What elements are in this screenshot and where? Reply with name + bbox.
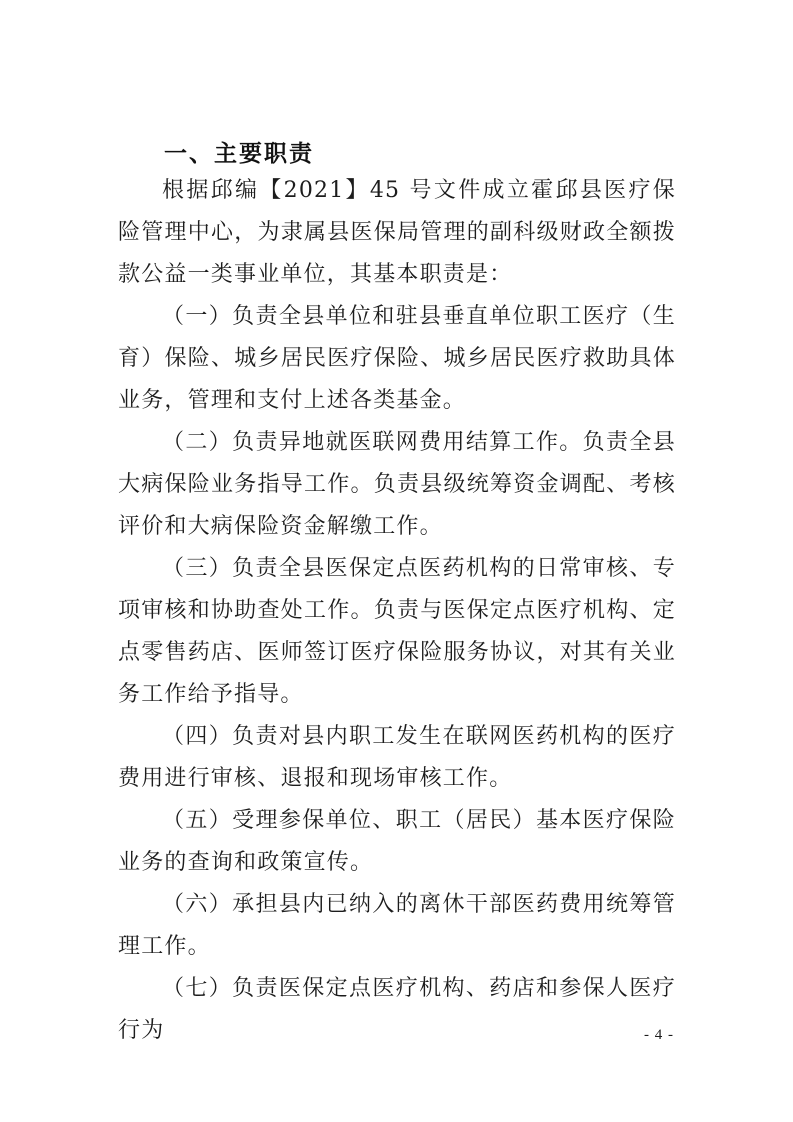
paragraph-item-6: （六）承担县内已纳入的离休干部医药费用统筹管理工作。: [118, 892, 676, 959]
paragraph-item-4: （四）负责对县内职工发生在联网医药机构的医疗费用进行审核、退报和现场审核工作。: [118, 724, 676, 791]
paragraph-item-2: （二）负责异地就医联网费用结算工作。负责全县大病保险业务指导工作。负责县级统筹资金调配、考核评价和大病保险资金解缴工作。: [118, 430, 676, 539]
paragraph-item-7: （七）负责医保定点医疗机构、药店和参保人医疗行为: [118, 976, 676, 1043]
document-body: [118, 138, 676, 1052]
paragraph-item-5: （五）受理参保单位、职工（居民）基本医疗保险业务的查询和政策宣传。: [118, 808, 676, 875]
paragraph-item-1: （一）负责全县单位和驻县垂直单位职工医疗（生育）保险、城乡居民医疗保险、城乡居民医疗救助具体业务，管理和支付上述各类基金。: [118, 304, 676, 413]
paragraph-intro: 根据邱编【2021】45 号文件成立霍邱县医疗保险管理中心，为隶属县医保局管理的副科级财政全额拨款公益一类事业单位，其基本职责是：: [118, 178, 676, 287]
paragraph-item-3: （三）负责全县医保定点医药机构的日常审核、专项审核和协助查处工作。负责与医保定点医疗机构、定点零售药店、医师签订医疗保险服务协议，对其有关业务工作给予指导。: [118, 556, 676, 707]
section-heading: 一、主要职责: [164, 141, 314, 167]
page-number: - 4 -: [644, 1027, 674, 1043]
